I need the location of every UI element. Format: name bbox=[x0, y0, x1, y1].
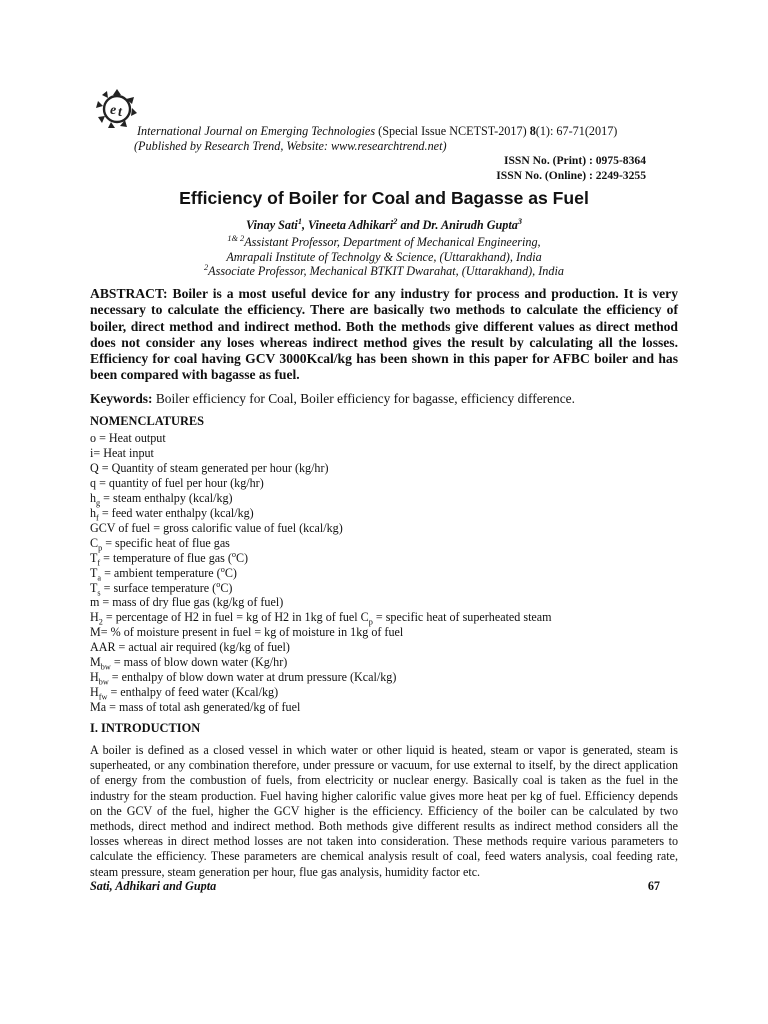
degree-sup: o bbox=[216, 579, 221, 589]
nomenclature-item: Ma = mass of total ash generated/kg of fuel bbox=[90, 700, 301, 715]
symbol-sub: f bbox=[96, 513, 99, 523]
footer-authors: Sati, Adhikari and Gupta bbox=[90, 879, 217, 893]
journal-citation bbox=[137, 124, 617, 138]
symbol-sub: bw bbox=[100, 662, 111, 672]
publisher-line: (Published by Research Trend, Website: www.researchtrend.net) bbox=[134, 139, 447, 153]
author-sup: 3 bbox=[517, 216, 523, 226]
affiliation-text: Assistant Professor, Department of Mechanical Engineering, bbox=[244, 235, 541, 249]
affiliation-2 bbox=[0, 264, 768, 279]
introduction-paragraph: A boiler is defined as a closed vessel in which water or other liquid is heated, steam or vapor is generated, steam is superheated, or any combination therefore, under pressure or vacuum, for use external to itself, by the direct application of energy from the combustion of fuels, from electricity or nuclear energy. Basically coal is taken as the fuel in the industry for the steam production. Fuel having higher calorific value gives more heat per kg of fuel. Efficiency depends on the GCV of the fuel, higher the GCV higher is the efficiency. Efficiency of the boiler can be calculated by two methods, direct method and indirect method. Both methods give different results as indirect method considers all the losses whereas in direct method losses are not taken into consideration. These methods require various parameters to calculate the efficiency. These parameters are chemical analysis result of coal, feed waters analysis, coal feeding rate, steam pressure, steam generation per hour, flue gas analysis, humidity factor etc. bbox=[90, 743, 678, 879]
nomenclature-item bbox=[90, 551, 552, 566]
nomenclature-item bbox=[90, 655, 552, 670]
affiliation-sup: 1& 2 bbox=[227, 233, 245, 243]
journal-issue: (Special Issue NCETST-2017) bbox=[375, 124, 530, 138]
symbol: T bbox=[90, 580, 98, 595]
definition: = surface temperature ( bbox=[100, 580, 217, 595]
nomenclature-item: GCV of fuel = gross calorific value of fuel (kcal/kg) bbox=[90, 520, 343, 535]
nomenclature-heading: NOMENCLATURES bbox=[90, 414, 205, 428]
author-sep: and bbox=[397, 218, 423, 232]
definition: = enthalpy of feed water (Kcal/kg) bbox=[107, 685, 279, 700]
symbol: T bbox=[90, 565, 98, 580]
paper-title: Efficiency of Boiler for Coal and Bagasse as Fuel bbox=[179, 188, 589, 208]
symbol-sub: fw bbox=[98, 692, 108, 702]
author-name: Dr. Anirudh Gupta bbox=[422, 218, 518, 232]
keywords bbox=[90, 391, 575, 407]
page-number: 67 bbox=[647, 879, 660, 893]
symbol: h bbox=[90, 505, 97, 520]
nomenclature-item: m = mass of dry flue gas (kg/kg of fuel) bbox=[90, 595, 284, 610]
keywords-label: Keywords: bbox=[90, 391, 153, 406]
symbol: H bbox=[90, 670, 99, 685]
symbol: H bbox=[90, 610, 99, 625]
nomenclature-item bbox=[90, 536, 552, 551]
journal-issue-pages: (1): 67-71(2017) bbox=[535, 124, 618, 138]
definition: = ambient temperature ( bbox=[101, 565, 221, 580]
symbol-sub: f bbox=[97, 558, 101, 568]
keywords-text: Boiler efficiency for Coal, Boiler efficiency for bagasse, efficiency difference. bbox=[152, 391, 575, 406]
author-sup: 1 bbox=[297, 216, 302, 226]
author-line bbox=[0, 218, 768, 233]
symbol-sub: p bbox=[368, 617, 373, 627]
definition: = steam enthalpy (kcal/kg) bbox=[100, 490, 233, 505]
abstract: ABSTRACT: Boiler is a most useful device for any industry for process and production. It is very necessary to calculate the efficiency. There are basically two methods to calculate the efficiency of boiler, direct method and indirect method. Both the methods give different values as direct method does not consider any loses whereas indirect method gives the result by calculating all the losses. Efficiency for coal having GCV 3000Kcal/kg has been shown in this paper for AFBC boiler and has been compared with bagasse as fuel. bbox=[90, 286, 678, 383]
author-name: Vinay Sati bbox=[245, 218, 298, 232]
nomenclature-item: AAR = actual air required (kg/kg of fuel) bbox=[90, 640, 290, 655]
symbol: h bbox=[90, 490, 97, 505]
definition: = specific heat of flue gas bbox=[102, 535, 230, 550]
nomenclature-item bbox=[90, 670, 552, 685]
symbol: C bbox=[90, 535, 99, 550]
symbol-sub: bw bbox=[98, 677, 109, 687]
nomenclature-item bbox=[90, 685, 552, 700]
definition: = specific heat of superheated steam bbox=[372, 610, 552, 625]
affiliation-1b: Amrapali Institute of Technolgy & Science, (Uttarakhand), India bbox=[226, 250, 542, 264]
issn-print: ISSN No. (Print) : 0975-8364 bbox=[503, 154, 646, 167]
journal-volume: 8 bbox=[529, 124, 536, 138]
section-heading-introduction: I. INTRODUCTION bbox=[90, 721, 201, 735]
nomenclature-item: M= % of moisture present in fuel = kg of moisture in 1kg of fuel bbox=[90, 625, 404, 640]
definition: = percentage of H2 in fuel = kg of H2 in 1kg of fuel C bbox=[102, 610, 369, 625]
symbol-sub: p bbox=[98, 543, 103, 553]
affiliation-1 bbox=[0, 235, 768, 250]
symbol: T bbox=[90, 550, 98, 565]
nomenclature-item: i= Heat input bbox=[90, 445, 154, 460]
author-name: Vineeta Adhikari bbox=[308, 218, 394, 232]
nomenclature-list bbox=[90, 431, 552, 715]
nomenclature-item: Q = Quantity of steam generated per hour (kg/hr) bbox=[90, 460, 329, 475]
definition: C) bbox=[224, 565, 237, 580]
nomenclature-item bbox=[90, 581, 552, 596]
definition: = enthalpy of blow down water at drum pressure (Kcal/kg) bbox=[108, 670, 397, 685]
symbol: H bbox=[90, 685, 99, 700]
author-sup: 2 bbox=[393, 216, 398, 226]
definition: C) bbox=[220, 580, 233, 595]
svg-text:t: t bbox=[118, 105, 122, 120]
symbol-sub: g bbox=[96, 498, 101, 508]
degree-sup: o bbox=[231, 549, 236, 559]
symbol-sub: 2 bbox=[98, 617, 103, 627]
journal-name: International Journal on Emerging Technologies bbox=[137, 124, 376, 138]
affiliation-text: Associate Professor, Mechanical BTKIT Dwarahat, (Uttarakhand), India bbox=[208, 264, 564, 278]
degree-sup: o bbox=[220, 564, 225, 574]
definition: = mass of blow down water (Kg/hr) bbox=[110, 655, 288, 670]
definition: = feed water enthalpy (kcal/kg) bbox=[98, 505, 254, 520]
svg-text:e: e bbox=[110, 103, 117, 118]
nomenclature-item: o = Heat output bbox=[90, 431, 166, 445]
definition: C) bbox=[235, 550, 249, 565]
nomenclature-item bbox=[90, 610, 552, 625]
issn-online: ISSN No. (Online) : 2249-3255 bbox=[496, 169, 646, 182]
symbol-sub: a bbox=[97, 572, 102, 582]
symbol-sub: s bbox=[97, 587, 101, 597]
nomenclature-item: q = quantity of fuel per hour (kg/hr) bbox=[90, 475, 264, 490]
journal-logo-icon bbox=[94, 86, 140, 132]
symbol: M bbox=[90, 655, 101, 670]
nomenclature-item bbox=[90, 566, 552, 581]
affiliation-sup: 2 bbox=[204, 262, 209, 272]
definition: = temperature of flue gas ( bbox=[100, 550, 232, 565]
author-sep: , bbox=[301, 218, 309, 232]
nomenclature-item bbox=[90, 506, 552, 521]
nomenclature-item bbox=[90, 491, 552, 506]
